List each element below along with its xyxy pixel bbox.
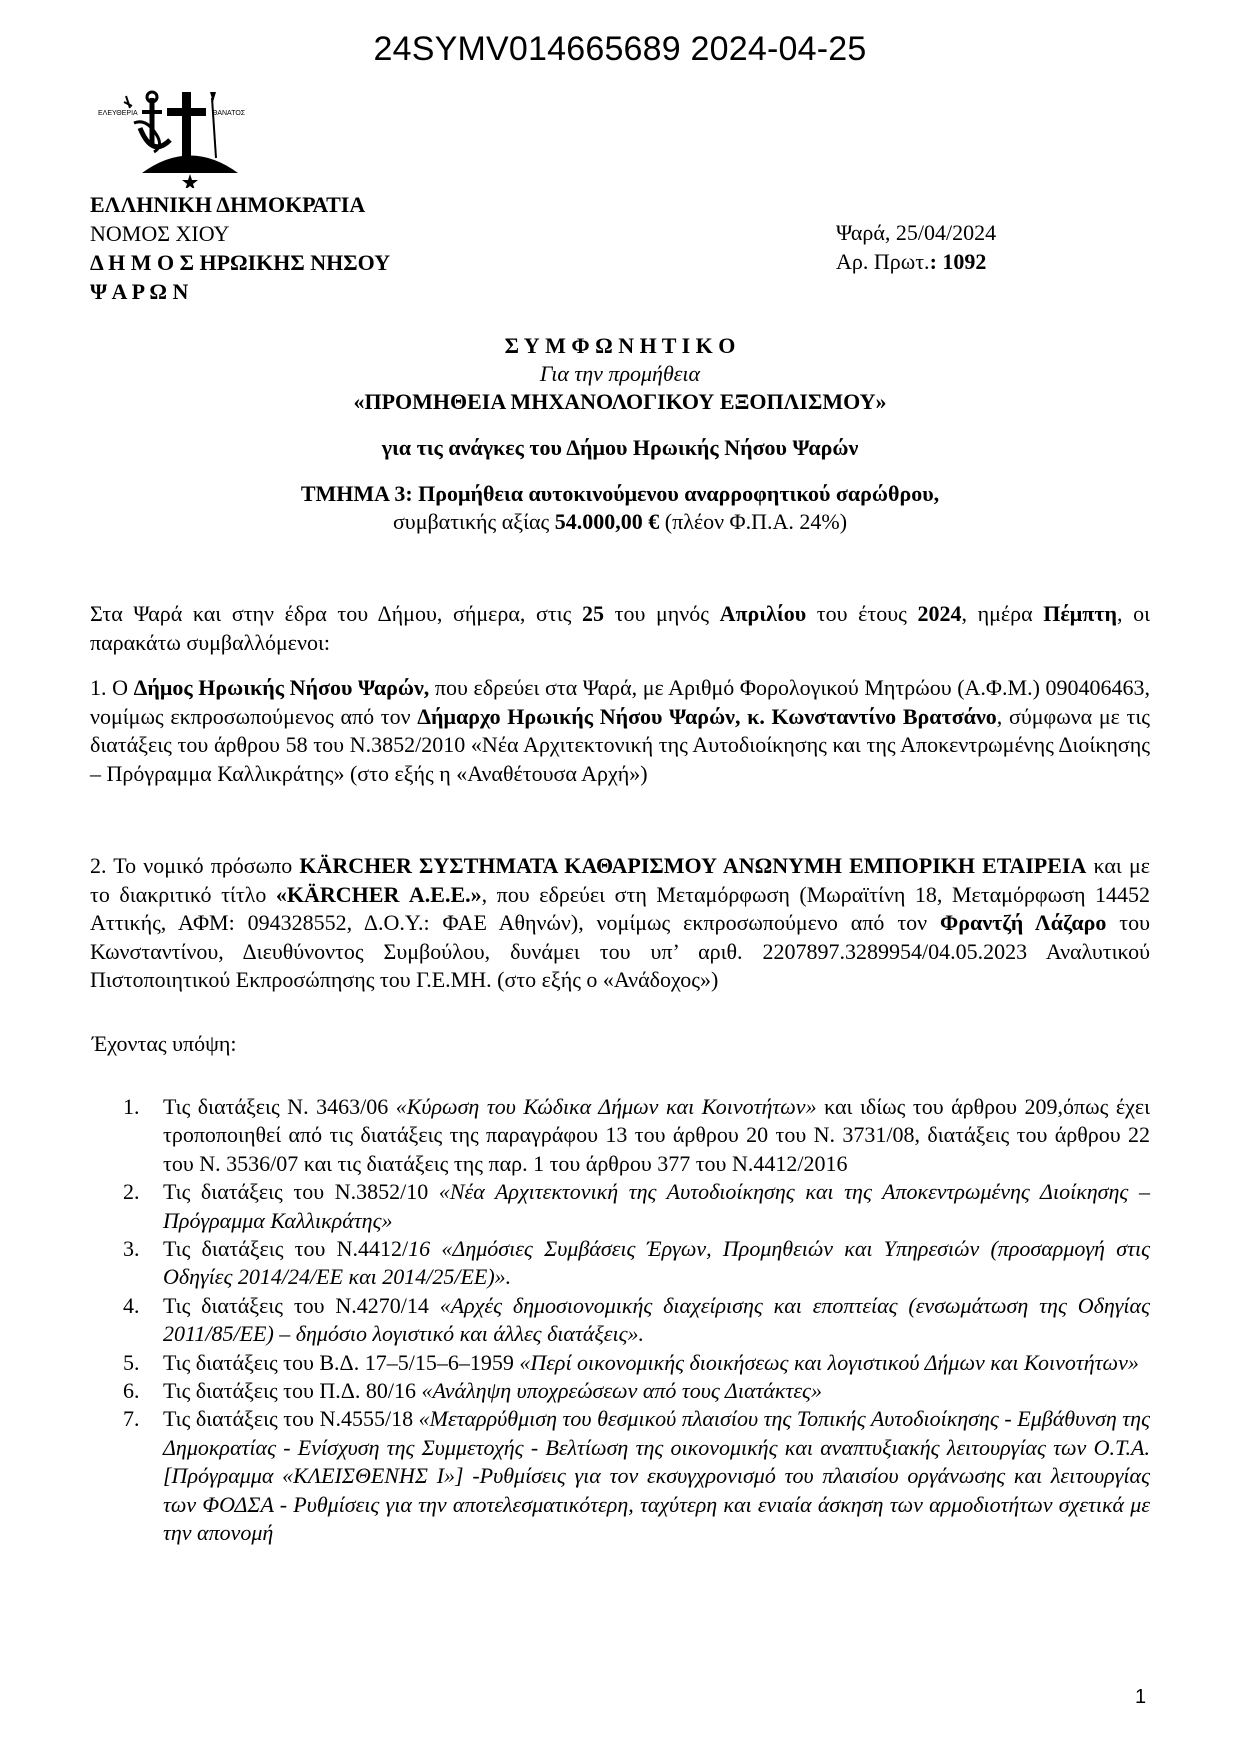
emblem-drawing — [112, 88, 262, 188]
party-one-paragraph — [90, 674, 1150, 788]
list-item — [118, 1349, 1150, 1377]
item-text: Τις διατάξεις του Β.Δ. 17–5/15–6–1959 — [163, 1349, 520, 1375]
date-protocol-block — [836, 218, 996, 276]
item-title: «Ανάληψη υποχρεώσεων από τους Διατάκτες» — [421, 1378, 822, 1404]
item-number: 1. — [123, 1094, 140, 1119]
item-title: 16 «Δημόσιες Συμβάσεις Έργων, Προμηθειών και Υπηρεσιών (προσαρμογή στις Οδηγίες 2014/24/ΕΕ και 2014/25/ΕΕ)». — [163, 1236, 1150, 1290]
municipality-emblem — [98, 88, 262, 188]
intro-month: Απριλίου — [719, 601, 807, 626]
intro-text: , οι παρακάτω συμβαλλόμενοι: — [90, 601, 1151, 655]
item-number: 5. — [123, 1349, 140, 1375]
considerations-list — [118, 1093, 1150, 1548]
intro-text: , ημέρα — [961, 601, 1044, 626]
list-item — [118, 1405, 1150, 1547]
having-in-mind-label: Έχοντας υπόψη: — [92, 1031, 237, 1056]
supply-subject: «ΠΡΟΜΗΘΕΙΑ ΜΗΧΑΝΟΛΟΓΙΚΟΥ ΕΞΟΠΛΙΣΜΟΥ» — [353, 389, 887, 414]
item-text: Τις διατάξεις του Π.Δ. 80/16 — [163, 1378, 422, 1404]
party2-text: , που εδρεύει στη Μεταμόρφωση (Μωραϊτίνη 18, Μεταμόρφωση 14452 Αττικής, ΑΦΜ: 094328552, Δ.Ο.Υ.: ΦΑΕ Αθηνών), νομίμως εκπροσωπούμενο από τον — [90, 881, 1151, 936]
contract-value-line — [90, 508, 1150, 536]
document-stamp: 24SYMV014665689 2024-04-25 — [373, 30, 867, 68]
item-number: 2. — [123, 1179, 140, 1205]
item-text: Τις διατάξεις του Ν.3852/10 — [163, 1179, 439, 1205]
value-amount: 54.000,00 € — [554, 509, 660, 534]
party2-text: 2. Το νομικό πρόσωπο — [90, 853, 300, 878]
protocol-label: Αρ. Πρωτ. — [836, 249, 930, 274]
intro-year: 2024 — [917, 601, 962, 626]
needs-line: για τις ανάγκες του Δήμου Ηρωικής Νήσου Ψαρών — [381, 435, 859, 460]
party2-text: του Κωνσταντίνου, Διευθύνοντος Συμβούλου, δυνάμει του υπ’ αριθ. 2207897.3289954/04.05.2023 Αναλυτικού Πιστοποιητικού Εκπροσώπησης του Γ.Ε.ΜΗ. (στο εξής ο «Ανάδοχος») — [90, 910, 1151, 993]
protocol-line — [836, 247, 996, 276]
intro-text: Στα Ψαρά και στην έδρα του Δήμου, σήμερα, στις — [90, 601, 582, 626]
item-text: Τις διατάξεις του Ν.4412/ — [163, 1236, 409, 1262]
item-text: Τις διατάξεις Ν. 3463/06 — [163, 1094, 396, 1119]
list-item — [118, 1093, 1150, 1178]
party1-text: , σύμφωνα με τις διατάξεις του άρθρου 58 του Ν.3852/2010 «Νέα Αρχιτεκτονική της Αυτοδιοίκησης και της Αποκεντρωμένης Διοίκησης – Πρόγραμμα Καλλικράτης» (στο εξής η «Αναθέτουσα Αρχή») — [90, 703, 1151, 786]
intro-day: 25 — [581, 601, 604, 626]
item-number: 7. — [123, 1406, 140, 1432]
party2-trade-name: «KÄRCHER Α.Ε.Ε.» — [275, 881, 482, 907]
lot-title: ΤΜΗΜΑ 3: Προμήθεια αυτοκινούμενου αναρροφητικού σαρώθρου, — [300, 481, 940, 506]
item-title: «Νέα Αρχιτεκτονική της Αυτοδιοίκησης και της Αποκεντρωμένης Διοίκησης – Πρόγραμμα Καλλικράτης» — [163, 1179, 1150, 1233]
item-title: «Κύρωση του Κώδικα Δήμων και Κοινοτήτων» — [395, 1094, 817, 1119]
party1-representative: Δήμαρχο Ηρωικής Νήσου Ψαρών, κ. Κωνσταντίνο Βρατσάνο — [417, 703, 997, 729]
issuer-block — [90, 190, 390, 306]
value-prefix: συμβατικής αξίας — [392, 509, 555, 534]
contract-heading: Σ Υ Μ Φ Ω Ν Η Τ Ι Κ Ο — [504, 333, 736, 358]
item-text: Τις διατάξεις του Ν.4270/14 — [163, 1292, 440, 1318]
emblem-motto-left: ΕΛΕΥΘΕΡΙΑ — [98, 110, 138, 117]
item-text: και ιδίως του άρθρου 209,όπως έχει τροποποιηθεί από τις διατάξεις της παραγράφου 13 του άρθρου 20 του Ν. 3731/08, διατάξεις του άρθρου 22 του Ν. 3536/07 και τις διατάξεις της παρ. 1 του άρθρου 377 του Ν.4412/2016 — [163, 1094, 1150, 1176]
place-date: Ψαρά, 25/04/2024 — [836, 220, 997, 245]
party-two-paragraph — [90, 852, 1150, 995]
item-title: «Μεταρρύθμιση του θεσμικού πλαισίου της Τοπικής Αυτοδιοίκησης - Εμβάθυνση της Δημοκρατίας - Ενίσχυση της Συμμετοχής - Βελτίωση της οικονομικής και αναπτυξιακής λειτουργίας των Ο.Τ.Α. [Πρόγραμμα «ΚΛΕΙΣΘΕΝΗΣ Ι»] -Ρυθμίσεις για τον εκσυγχρονισμό του πλαισίου οργάνωσης και λειτουργίας των ΦΟΔΣΑ - Ρυθμίσεις για την αποτελεσματικότερη, ταχύτερη και ενιαία άσκηση των αρμοδιοτήτων σχετικά με την απονομή — [163, 1406, 1151, 1546]
intro-text: του μηνός — [603, 601, 720, 626]
list-item — [118, 1178, 1150, 1235]
party2-text: και με το διακριτικό τίτλο — [90, 853, 1150, 907]
country-name: ΕΛΛΗΝΙΚΗ ΔΗΜΟΚΡΑΤΙΑ — [90, 192, 366, 217]
item-text: Τις διατάξεις του Ν.4555/18 — [163, 1406, 419, 1432]
contract-title-block — [90, 332, 1150, 536]
list-item — [118, 1377, 1150, 1405]
list-item — [118, 1292, 1150, 1349]
party1-text: 1. Ο — [90, 675, 134, 700]
intro-paragraph — [90, 600, 1150, 657]
intro-text: του έτους — [806, 601, 918, 626]
supply-label: Για την προμήθεια — [539, 361, 701, 386]
value-suffix: (πλέον Φ.Π.Α. 24%) — [659, 509, 848, 534]
protocol-number: : 1092 — [929, 249, 987, 274]
party1-name: Δήμος Ηρωικής Νήσου Ψαρών, — [133, 675, 430, 700]
item-title: «Αρχές δημοσιονομικής διαχείρισης και εποπτείας (ενσωμάτωση της Οδηγίας 2011/85/ΕΕ) – δημόσιο λογιστικό και άλλες διατάξεις». — [163, 1292, 1150, 1347]
intro-weekday: Πέμπτη — [1043, 601, 1117, 626]
party2-company: KÄRCHER ΣΥΣΤΗΜΑΤΑ ΚΑΘΑΡΙΣΜΟΥ ΑΝΩΝΥΜΗ ΕΜΠΟΡΙΚΗ ΕΤΑΙΡΕΙΑ — [299, 853, 1087, 878]
item-number: 6. — [123, 1378, 140, 1404]
item-number: 4. — [123, 1292, 140, 1318]
municipality-name-line2: Ψ Α Ρ Ω Ν — [90, 279, 189, 304]
item-number: 3. — [123, 1236, 140, 1262]
item-title: «Περί οικονομικής διοικήσεως και λογιστικού Δήμων και Κοινοτήτων» — [519, 1349, 1139, 1375]
list-item — [118, 1235, 1150, 1292]
municipality-name-line1: Δ Η Μ Ο Σ ΗΡΩΙΚΗΣ ΝΗΣΟΥ — [90, 250, 391, 275]
party1-text: που εδρεύει στα Ψαρά, με Αριθμό Φορολογικού Μητρώου (Α.Φ.Μ.) 090406463, νομίμως εκπροσωπούμενος από τον — [90, 675, 1150, 729]
emblem-motto-mid: Η — [196, 110, 202, 117]
page-number: 1 — [1135, 1686, 1147, 1708]
party2-representative: Φραντζή Λάζαρο — [940, 910, 1107, 936]
emblem-motto-right: ΘΑΝΑΤΟΣ — [212, 110, 246, 117]
prefecture-name: ΝΟΜΟΣ ΧΙΟΥ — [90, 221, 230, 246]
